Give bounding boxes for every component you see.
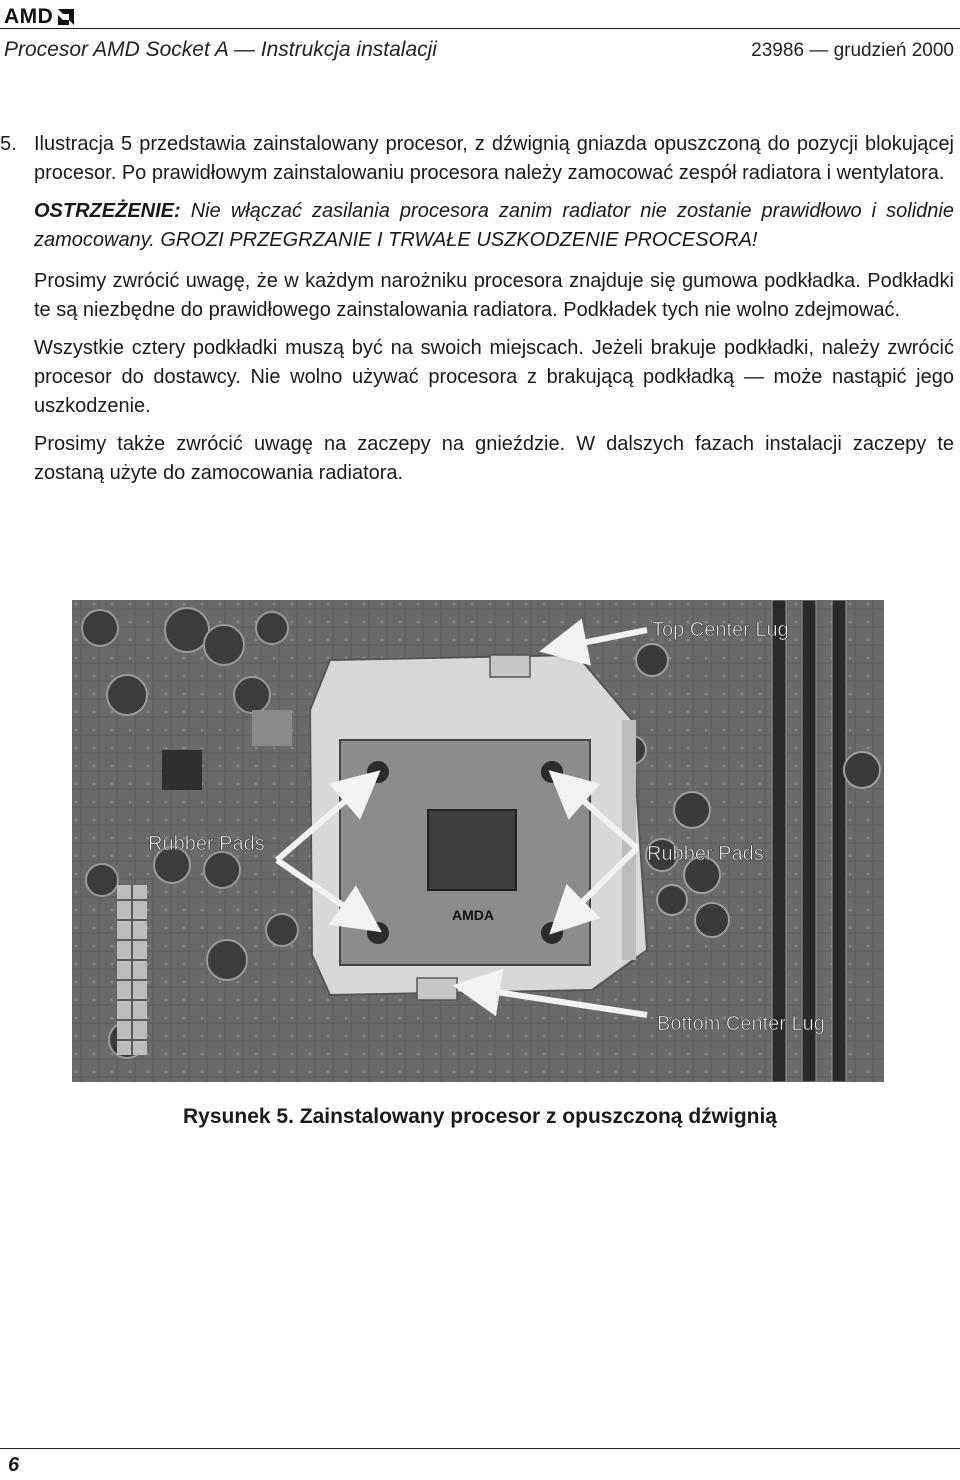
step-text: Ilustracja 5 przedstawia zainstalowany procesor, z dźwignią gniazda opuszczoną do pozycji blokującej procesor. Po prawidłowym zainstalowaniu procesora należy zamocować zespół radiatora i wentylatora. — [34, 133, 954, 184]
memory-slots — [772, 600, 846, 1082]
label-top-center-lug: Top Center Lug — [652, 619, 789, 641]
document-info: 23986 — grudzień 2000 — [751, 40, 954, 61]
warning-text: Nie włączać zasilania procesora zanim radiator nie zostanie prawidłowo i solidnie zamocowany. GROZI PRZEGRZANIE I TRWAŁE USZKODZENIE PROCESORA! — [34, 200, 954, 251]
figure-caption: Rysunek 5. Zainstalowany procesor z opuszczoną dźwignią — [183, 1105, 777, 1128]
left-chip — [162, 750, 202, 790]
document-title: Procesor AMD Socket A — Instrukcja instalacji — [4, 38, 437, 61]
left-chip-2 — [252, 710, 292, 746]
step-number: 5. — [0, 133, 17, 155]
logo-text: AMD — [4, 5, 54, 28]
warning-paragraph — [34, 197, 954, 255]
step-paragraph — [0, 130, 954, 188]
amd-logo — [4, 6, 76, 28]
top-center-lug — [490, 655, 530, 677]
header-rule — [0, 28, 960, 29]
warning-label: OSTRZEŻENIE: — [34, 200, 181, 222]
page-number: 6 — [8, 1454, 20, 1476]
lugs-paragraph: Prosimy także zwrócić uwagę na zaczepy na gnieździe. W dalszych fazach instalacji zaczepy te zostaną użyte do zamocowania radiatora. — [34, 433, 954, 484]
footer-rule — [0, 1448, 960, 1449]
motherboard-photo — [72, 600, 884, 1082]
chip-label: AMDA — [452, 907, 494, 923]
label-rubber-pads-left: Rubber Pads — [148, 833, 265, 855]
rubber-pads-paragraph: Prosimy zwrócić uwagę, że w każdym narożniku procesora znajduje się gumowa podkładka. Podkładki te są niezbędne do prawidłowego zainstalowania radiatora. Podkładek tych nie wolno zdejmować. — [34, 270, 954, 321]
processor-die — [428, 810, 516, 890]
missing-pad-paragraph: Wszystkie cztery podkładki muszą być na swoich miejscach. Jeżeli brakuje podkładki, należy zwrócić procesor do dostawcy. Nie wolno używać procesora z brakującą podkładką — może nastąpić jego uszkodzenie. — [34, 337, 954, 417]
amd-arrow-icon — [56, 7, 76, 27]
page-content — [0, 130, 960, 497]
processor-figure — [72, 600, 884, 1082]
label-bottom-center-lug: Bottom Center Lug — [657, 1013, 825, 1035]
label-rubber-pads-right: Rubber Pads — [647, 843, 764, 865]
bottom-center-lug — [417, 978, 457, 1000]
